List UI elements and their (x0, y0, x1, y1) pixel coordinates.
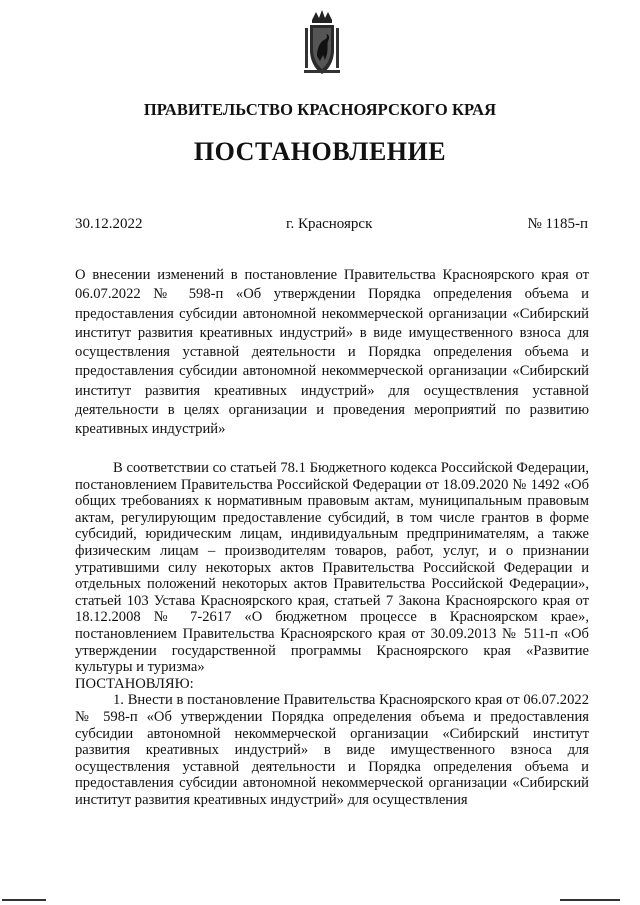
document-number: № 1185-п (527, 216, 588, 232)
document-date: 30.12.2022 (75, 216, 143, 232)
preamble-paragraph: В соответствии со статьей 78.1 Бюджетного кодекса Российской Федерации, постановлением Правительства Российской Федерации от 18.09.2020 № 1492 «Об общих требованиях к нормативным правовым актам, муниципальным правовым актам, регулирующим предоставление субсидий, в том числе грантов в форме субсидий, юридическим лицам, индивидуальным предпринимателям, а также физическим лицам – производителям товаров, работ, услуг, и о признании утратившими силу некоторых актов Правительства Российской Федерации и отдельных положений некоторых актов Правительства Российской Федерации», статьей 103 Устава Красноярского края, статьей 7 Закона Красноярского края от 18.12.2008 № 7-2617 «О бюджетном процессе в Красноярском крае», постановлением Правительства Красноярского края от 30.09.2013 № 511-п «Об утверждении государственной программы Красноярского края «Развитие культуры и туризма» (75, 460, 589, 676)
document-city: г. Красноярск (286, 216, 373, 232)
page-edge-mark (560, 899, 620, 901)
coat-of-arms-icon (302, 10, 342, 78)
document-type: ПОСТАНОВЛЕНИЕ (193, 137, 447, 166)
document-body (75, 460, 589, 808)
document-title: О внесении изменений в постановление Правительства Красноярского края от 06.07.2022 № 598-п «Об утверждении Порядка определения объема и предоставления субсидии автономной некоммерческой организации «Сибирский институт развития креативных индустрий» в виде имущественного взноса для осуществления уставной деятельности и Порядка определения объема и предоставления субсидии автономной некоммерческой организации «Сибирский институт развития креативных индустрий» для осуществления уставной деятельности в целях организации и проведения мероприятий по развитию креативных индустрий» (75, 267, 589, 438)
resolves-heading: ПОСТАНОВЛЯЮ: (75, 675, 194, 692)
page-edge-mark (2, 899, 46, 901)
item-1-paragraph: 1. Внести в постановление Правительства Красноярского края от 06.07.2022 № 598-п «Об утверждении Порядка определения объема и предоставления субсидии автономной некоммерческой организации «Сибирский институт развития креативных индустрий» в виде имущественного взноса для осуществления уставной деятельности и Порядка определения объема и предоставления субсидии автономной некоммерческой организации «Сибирский институт развития креативных индустрий» для осуществления (75, 692, 589, 808)
authority-name: ПРАВИТЕЛЬСТВО КРАСНОЯРСКОГО КРАЯ (143, 100, 497, 119)
